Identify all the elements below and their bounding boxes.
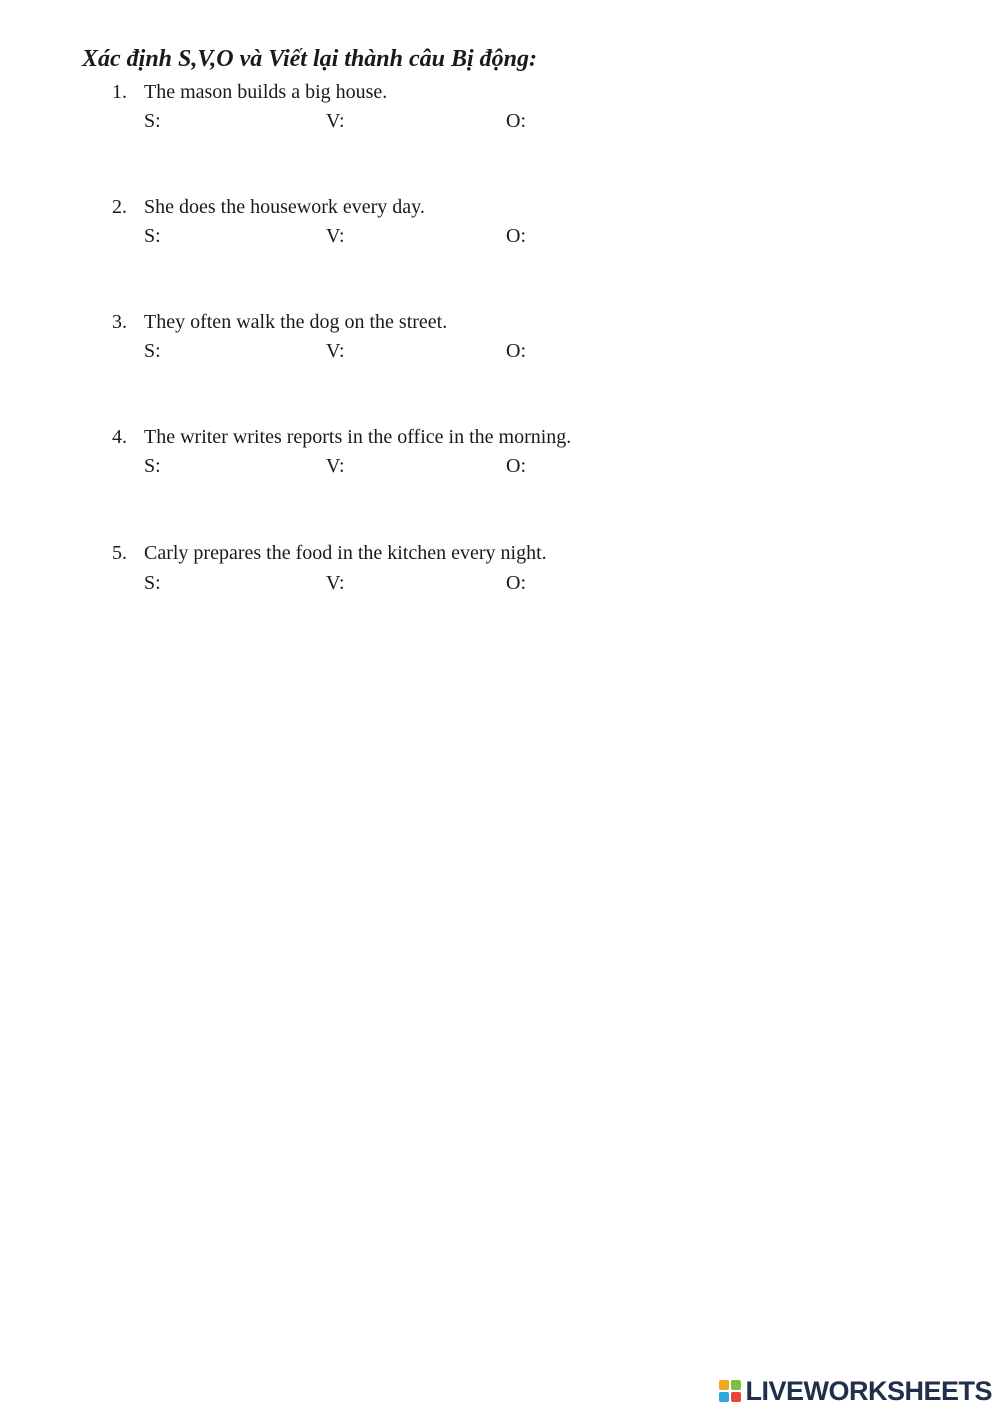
item-sentence: The mason builds a big house. xyxy=(144,81,388,103)
item-number: 5. xyxy=(112,542,127,564)
item-sentence: She does the housework every day. xyxy=(144,196,425,218)
subject-label: S: xyxy=(144,455,161,477)
verb-label: V: xyxy=(326,572,345,594)
exercise-item-3 xyxy=(0,309,1000,369)
brand-name: LIVEWORKSHEETS xyxy=(745,1376,992,1406)
exercise-item-2 xyxy=(0,194,1000,254)
object-label: O: xyxy=(506,340,526,362)
item-number: 2. xyxy=(112,196,127,218)
logo-tile xyxy=(719,1392,729,1402)
item-number: 3. xyxy=(112,311,127,333)
object-label: O: xyxy=(506,110,526,132)
liveworksheets-brand xyxy=(719,1377,992,1405)
logo-tile xyxy=(719,1380,729,1390)
object-label: O: xyxy=(506,455,526,477)
verb-label: V: xyxy=(326,340,345,362)
subject-label: S: xyxy=(144,110,161,132)
verb-label: V: xyxy=(326,455,345,477)
logo-tile xyxy=(731,1380,741,1390)
logo-tile xyxy=(731,1392,741,1402)
exercise-item-4 xyxy=(0,424,1000,484)
item-sentence: They often walk the dog on the street. xyxy=(144,311,448,333)
item-number: 1. xyxy=(112,81,127,103)
page-title: Xác định S,V,O và Viết lại thành câu Bị động: xyxy=(82,46,538,72)
subject-label: S: xyxy=(144,225,161,247)
verb-label: V: xyxy=(326,225,345,247)
item-sentence: The writer writes reports in the office in the morning. xyxy=(144,426,572,448)
exercise-item-1 xyxy=(0,79,1000,139)
exercise-item-5 xyxy=(0,540,1000,600)
object-label: O: xyxy=(506,572,526,594)
verb-label: V: xyxy=(326,110,345,132)
liveworksheets-logo-icon xyxy=(719,1380,741,1402)
object-label: O: xyxy=(506,225,526,247)
subject-label: S: xyxy=(144,340,161,362)
item-number: 4. xyxy=(112,426,127,448)
subject-label: S: xyxy=(144,572,161,594)
item-sentence: Carly prepares the food in the kitchen every night. xyxy=(144,542,547,564)
